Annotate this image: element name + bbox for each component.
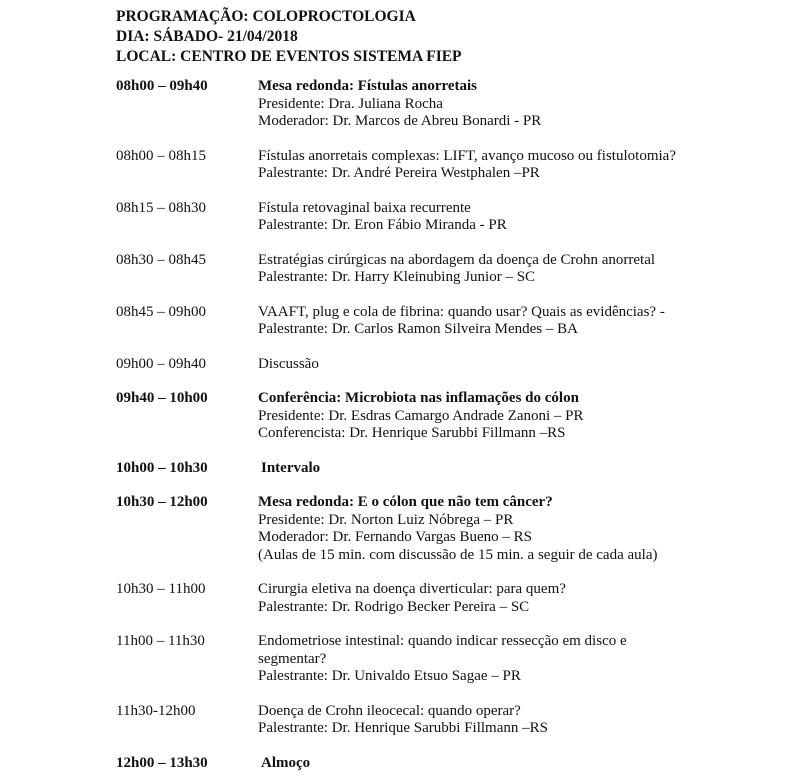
session-title: Cirurgia eletiva na doença diverticular: para quem? <box>258 581 566 597</box>
session-speaker: Palestrante: Dr. Carlos Ramon Silveira Mendes – BA <box>258 321 578 337</box>
time-slot: 11h00 – 11h30 <box>116 633 205 649</box>
session-moderator: Moderador: Dr. Fernando Vargas Bueno – RS <box>258 529 532 545</box>
session-speaker: Palestrante: Dr. Harry Kleinubing Junior – SC <box>258 269 536 285</box>
session-title: Discussão <box>258 355 319 372</box>
time-slot: 09h40 – 10h00 <box>116 390 208 406</box>
session-speaker: Palestrante: Dr. Eron Fábio Miranda - PR <box>258 217 507 233</box>
session-title: Fístulas anorretais complexas: LIFT, avanço mucoso ou fistulotomia? <box>258 147 676 164</box>
session-speaker: Palestrante: Dr. Rodrigo Becker Pereira – SC <box>258 598 530 615</box>
schedule-row <box>116 460 796 478</box>
schedule-row <box>116 633 796 686</box>
session-president: Presidente: Dr. Norton Luiz Nóbrega – PR <box>258 511 514 528</box>
session-president: Presidente: Dr. Esdras Camargo Andrade Zanoni – PR <box>258 407 584 424</box>
session-title: Intervalo <box>261 459 321 476</box>
schedule-row <box>116 703 796 738</box>
time-slot: 11h30-12h00 <box>116 702 196 719</box>
schedule-row <box>116 148 796 183</box>
schedule-row <box>116 252 796 287</box>
schedule-row <box>116 356 796 374</box>
time-slot: 08h15 – 08h30 <box>116 199 206 216</box>
schedule-list <box>116 78 796 772</box>
session-title: Estratégias cirúrgicas na abordagem da doença de Crohn anorretal <box>258 251 656 268</box>
session-speaker: Palestrante: Dr. Henrique Sarubbi Fillmann –RS <box>258 720 548 736</box>
session-title: Doença de Crohn ileocecal: quando operar? <box>258 702 521 719</box>
time-slot: 10h00 – 10h30 <box>116 459 208 476</box>
time-slot: 08h30 – 08h45 <box>116 251 206 268</box>
session-title: Fístula retovaginal baixa recurrente <box>258 199 471 216</box>
session-title: Mesa redonda: E o cólon que não tem câncer? <box>258 494 553 510</box>
time-slot: 08h00 – 09h40 <box>116 78 208 94</box>
schedule-row <box>116 494 796 564</box>
session-title: Endometriose intestinal: quando indicar ressecção em disco e <box>258 633 627 649</box>
event-location: LOCAL: CENTRO DE EVENTOS SISTEMA FIEP <box>116 48 462 65</box>
session-title-continued: segmentar? <box>258 650 327 667</box>
session-title: Mesa redonda: Fístulas anorretais <box>258 78 478 94</box>
session-lecturer: Conferencista: Dr. Henrique Sarubbi Fillmann –RS <box>258 425 566 441</box>
schedule-row <box>116 581 796 616</box>
time-slot: 10h30 – 11h00 <box>116 581 206 597</box>
session-title: VAAFT, plug e cola de fibrina: quando usar? Quais as evidências? - <box>258 303 665 320</box>
session-president: Presidente: Dra. Juliana Rocha <box>258 95 443 112</box>
schedule-row <box>116 390 796 443</box>
session-moderator: Moderador: Dr. Marcos de Abreu Bonardi - PR <box>258 113 542 129</box>
schedule-row <box>116 755 796 773</box>
time-slot: 09h00 – 09h40 <box>116 355 206 372</box>
session-note: (Aulas de 15 min. com discussão de 15 min. a seguir de cada aula) <box>258 546 658 563</box>
schedule-row <box>116 200 796 235</box>
program-title: PROGRAMAÇÃO: COLOPROCTOLOGIA <box>116 8 416 25</box>
schedule-row <box>116 304 796 339</box>
session-title: Almoço <box>261 754 311 771</box>
schedule-row <box>116 78 796 131</box>
session-title: Conferência: Microbiota nas inflamações do cólon <box>258 390 579 406</box>
session-speaker: Palestrante: Dr. André Pereira Westphalen –PR <box>258 165 540 181</box>
time-slot: 08h45 – 09h00 <box>116 303 206 320</box>
time-slot: 10h30 – 12h00 <box>116 494 208 510</box>
document-header <box>116 7 462 67</box>
session-speaker: Palestrante: Dr. Univaldo Etsuo Sagae – PR <box>258 668 521 684</box>
time-slot: 12h00 – 13h30 <box>116 754 208 771</box>
event-date: DIA: SÁBADO- 21/04/2018 <box>116 27 298 45</box>
time-slot: 08h00 – 08h15 <box>116 147 206 164</box>
